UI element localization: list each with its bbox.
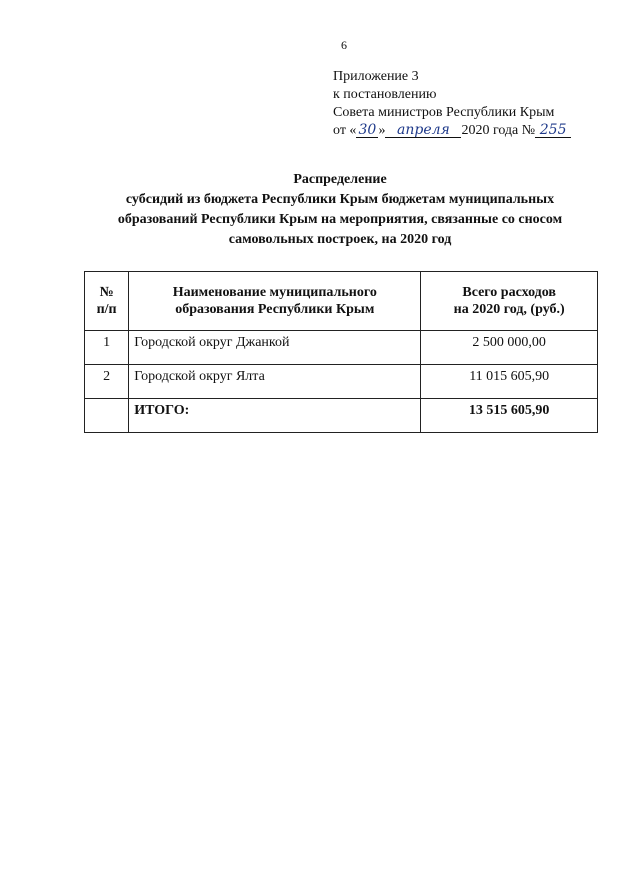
distribution-table — [84, 271, 598, 433]
table-row — [85, 365, 598, 399]
header-name-line-2: образования Республики Крым — [175, 302, 375, 317]
row-name: Городской округ Ялта — [129, 365, 421, 399]
handwritten-day: 30 — [356, 123, 378, 138]
header-amount-line-1: Всего расходов — [462, 285, 556, 300]
document-title — [60, 170, 620, 250]
header-number-line-1: № — [99, 285, 114, 300]
row-amount: 11 015 605,90 — [421, 365, 598, 399]
handwritten-month: апреля — [385, 123, 461, 138]
table-header-row — [85, 272, 598, 331]
table-total-row — [85, 399, 598, 433]
header-number-line-2: п/п — [96, 302, 117, 317]
header-name — [129, 272, 421, 331]
row-amount: 2 500 000,00 — [421, 331, 598, 365]
header-name-line-1: Наименование муниципального — [172, 285, 377, 300]
header-number — [85, 272, 129, 331]
handwritten-number: 255 — [535, 123, 571, 138]
row-number: 1 — [85, 331, 129, 365]
row-name: Городской округ Джанкой — [129, 331, 421, 365]
appendix-title: Приложение 3 — [333, 69, 419, 84]
title-line-1: Распределение — [293, 172, 387, 187]
title-line-3: образований Республики Крым на мероприятия, связанные со сносом — [117, 212, 563, 227]
date-mid: » — [378, 123, 386, 138]
appendix-block — [333, 68, 571, 140]
title-line-4: самовольных построек, на 2020 год — [228, 232, 452, 247]
title-line-2: субсидий из бюджета Республики Крым бюджетам муниципальных — [125, 192, 555, 207]
table-row — [85, 331, 598, 365]
row-number: 2 — [85, 365, 129, 399]
header-amount-line-2: на 2020 год, (руб.) — [453, 302, 565, 317]
date-year: 2020 года № — [461, 123, 536, 138]
appendix-reference: к постановлению — [333, 87, 437, 102]
appendix-date-line — [333, 122, 571, 140]
total-label: ИТОГО: — [129, 399, 421, 433]
appendix-authority: Совета министров Республики Крым — [333, 105, 555, 120]
header-amount — [421, 272, 598, 331]
total-number — [85, 399, 129, 433]
total-amount: 13 515 605,90 — [421, 399, 598, 433]
date-prefix: от « — [333, 123, 357, 138]
page-number: 6 — [341, 38, 347, 52]
